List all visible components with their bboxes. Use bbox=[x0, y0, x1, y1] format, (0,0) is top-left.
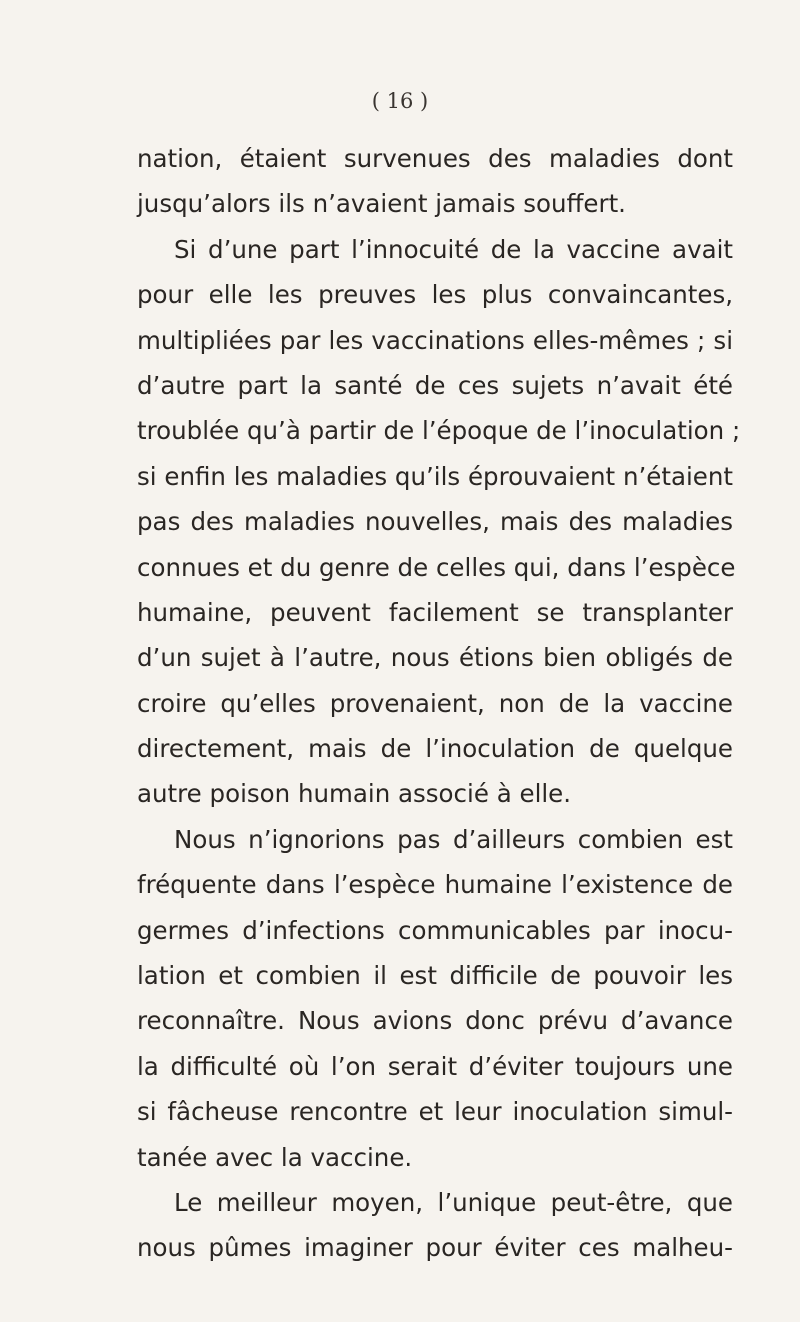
text-line: Si d’une part l’innocuité de la vaccine avait bbox=[174, 234, 733, 264]
text-line: si enfin les maladies qu’ils éprouvaient n’étaient bbox=[137, 461, 733, 491]
text-line: troublée qu’à partir de l’époque de l’inoculation ; bbox=[137, 416, 741, 446]
text-line: multipliées par les vaccinations elles-mêmes ; si bbox=[137, 325, 733, 355]
text-line: la difficulté où l’on serait d’éviter toujours une bbox=[137, 1051, 733, 1081]
text-line: croire qu’elles provenaient, non de la vaccine bbox=[137, 688, 733, 718]
text-line: si fâcheuse rencontre et leur inoculation simul- bbox=[137, 1097, 733, 1127]
text-line: lation et combien il est difficile de pouvoir les bbox=[137, 961, 733, 991]
text-line: tanée avec la vaccine. bbox=[137, 1142, 413, 1172]
text-line: nous pûmes imaginer pour éviter ces malheu- bbox=[137, 1233, 733, 1263]
text-line: pour elle les preuves les plus convaincantes, bbox=[137, 280, 733, 310]
text-line: d’autre part la santé de ces sujets n’avait été bbox=[137, 370, 733, 400]
text-line: autre poison humain associé à elle. bbox=[137, 779, 572, 809]
text-line: fréquente dans l’espèce humaine l’existence de bbox=[137, 870, 733, 900]
text-line: connues et du genre de celles qui, dans l’espèce bbox=[137, 552, 736, 582]
text-line: Le meilleur moyen, l’unique peut-être, que bbox=[174, 1187, 733, 1217]
text-line: pas des maladies nouvelles, mais des maladies bbox=[137, 507, 733, 537]
text-line: nation, étaient survenues des maladies dont bbox=[137, 144, 733, 173]
body-text bbox=[137, 136, 741, 1271]
text-line: directement, mais de l’inoculation de quelque bbox=[137, 734, 733, 764]
text-line: d’un sujet à l’autre, nous étions bien obligés de bbox=[137, 643, 733, 673]
text-line: germes d’infections communicables par inocu- bbox=[137, 915, 733, 945]
text-line: jusqu’alors ils n’avaient jamais souffert. bbox=[137, 189, 626, 219]
page-number: ( 16 ) bbox=[371, 89, 429, 113]
text-line: Nous n’ignorions pas d’ailleurs combien est bbox=[174, 824, 733, 854]
text-line: humaine, peuvent facilement se transplanter bbox=[137, 597, 733, 627]
text-line: reconnaître. Nous avions donc prévu d’avance bbox=[137, 1006, 733, 1036]
